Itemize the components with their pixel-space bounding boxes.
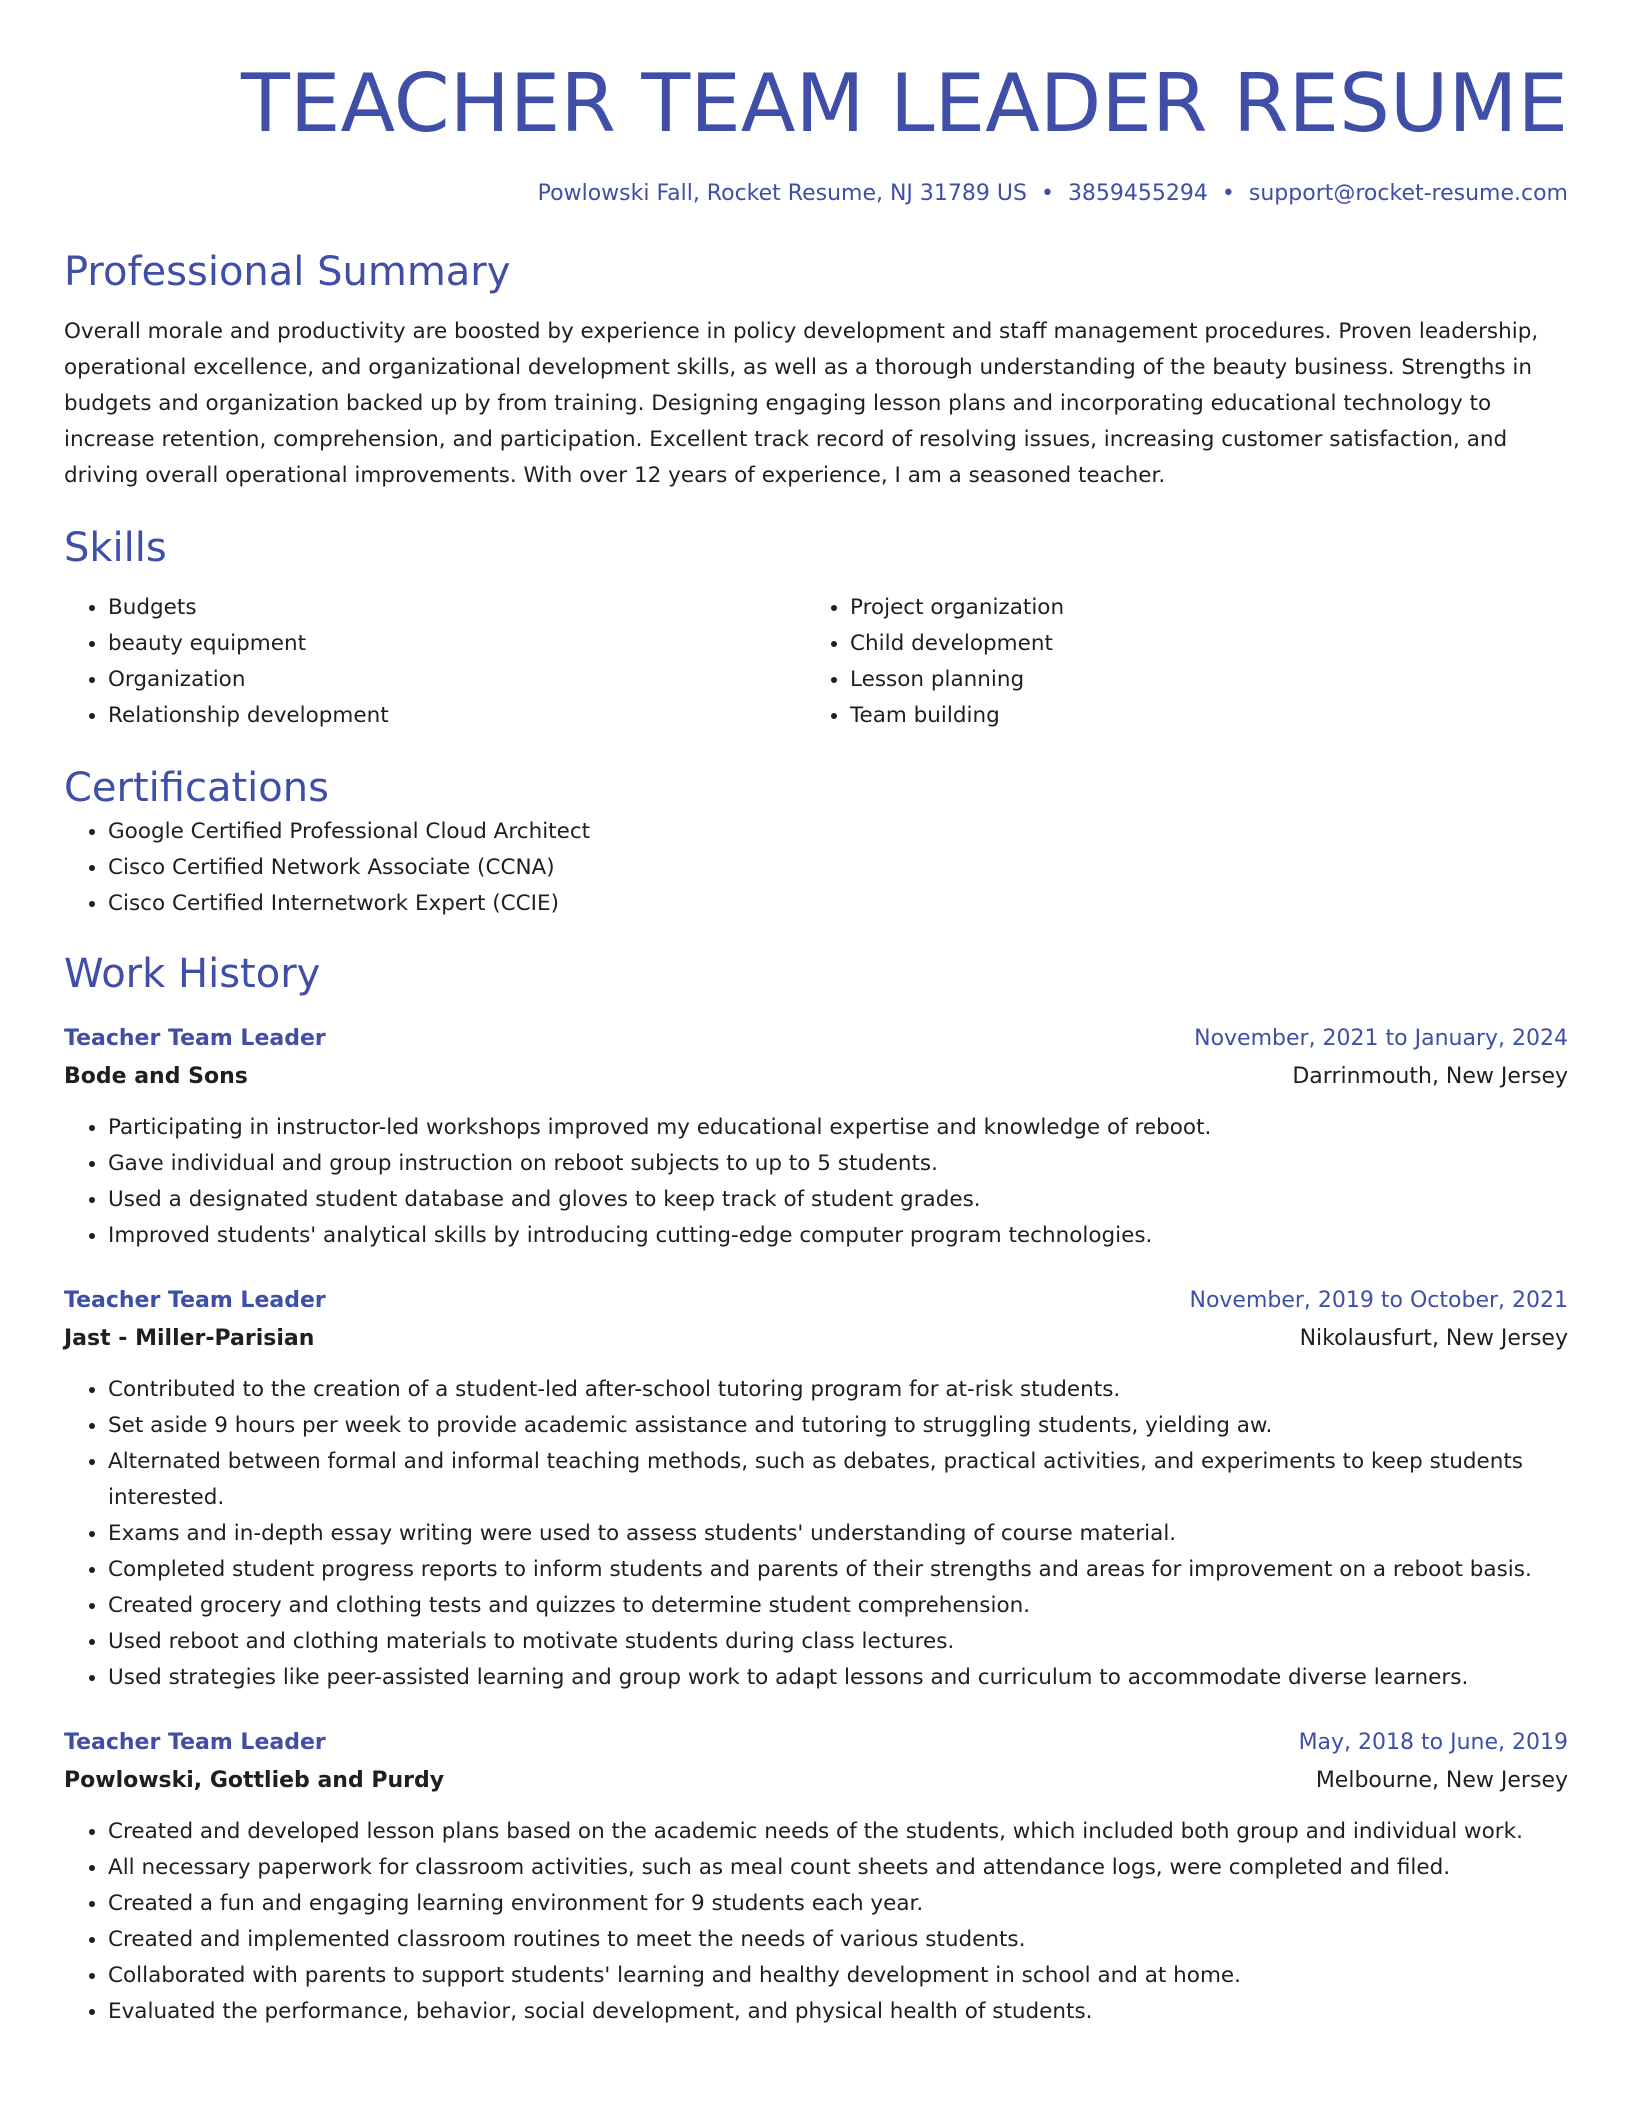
job-entry <box>64 1724 1568 2030</box>
certifications-heading: Certifications <box>64 765 329 811</box>
job-bullet: • Contributed to the creation of a student-led after-school tutoring program for at-risk students. <box>108 1372 1568 1408</box>
job-company-row <box>64 1762 1568 1800</box>
skills-column-right <box>806 590 1548 734</box>
skills-list-right <box>806 590 1548 734</box>
job-bullet: • Used a designated student database and gloves to keep track of student grades. <box>108 1182 1568 1218</box>
skill-item: • Team building <box>850 698 1548 734</box>
job-dates: November, 2019 to October, 2021 <box>1189 1288 1568 1313</box>
job-entry <box>64 1020 1568 1254</box>
job-bullet: • Collaborated with parents to support students' learning and healthy development in school and at home. <box>108 1958 1568 1994</box>
job-title-row <box>64 1724 1568 1762</box>
skill-item: • Organization <box>108 662 806 698</box>
job-bullet: • All necessary paperwork for classroom activities, such as meal count sheets and attendance logs, were completed and filed. <box>108 1850 1568 1886</box>
job-company: Bode and Sons <box>64 1064 248 1089</box>
job-bullet: • Used reboot and clothing materials to motivate students during class lectures. <box>108 1624 1568 1660</box>
job-title-row <box>64 1282 1568 1320</box>
job-company-row <box>64 1058 1568 1096</box>
job-bullet: • Gave individual and group instruction on reboot subjects to up to 5 students. <box>108 1146 1568 1182</box>
summary-heading: Professional Summary <box>64 249 511 295</box>
skill-item: • Project organization <box>850 590 1548 626</box>
job-bullet: • Evaluated the performance, behavior, social development, and physical health of students. <box>108 1994 1568 2030</box>
job-bullets <box>64 1372 1568 1696</box>
contact-address: Powlowski Fall, Rocket Resume, NJ 31789 US <box>537 181 1027 206</box>
work-history-heading: Work History <box>64 951 321 997</box>
job-bullet: • Used strategies like peer-assisted learning and group work to adapt lessons and curriculum to accommodate diverse learners. <box>108 1660 1568 1696</box>
contact-separator: • <box>1040 181 1054 206</box>
skills-column-left <box>64 590 806 734</box>
skill-item: • Lesson planning <box>850 662 1548 698</box>
job-entry <box>64 1282 1568 1696</box>
certification-item: • Cisco Certified Internetwork Expert (CCIE) <box>108 886 1568 922</box>
job-bullet: • Alternated between formal and informal teaching methods, such as debates, practical activities, and experiments to keep students interested. <box>108 1444 1568 1516</box>
job-company: Jast - Miller-Parisian <box>64 1326 315 1351</box>
skill-item: • Budgets <box>108 590 806 626</box>
job-dates: May, 2018 to June, 2019 <box>1298 1730 1568 1755</box>
contact-email[interactable]: support@rocket-resume.com <box>1248 181 1568 206</box>
job-bullet: • Exams and in-depth essay writing were used to assess students' understanding of course material. <box>108 1516 1568 1552</box>
job-bullet: • Participating in instructor-led workshops improved my educational expertise and knowledge of reboot. <box>108 1110 1568 1146</box>
job-bullet: • Created a fun and engaging learning environment for 9 students each year. <box>108 1886 1568 1922</box>
job-bullets <box>64 1110 1568 1254</box>
job-company-row <box>64 1320 1568 1358</box>
contact-separator: • <box>1221 181 1235 206</box>
skills-heading: Skills <box>64 525 167 571</box>
skill-item: • Relationship development <box>108 698 806 734</box>
job-title-row <box>64 1020 1568 1058</box>
job-bullet: • Created and developed lesson plans based on the academic needs of the students, which included both group and individual work. <box>108 1814 1568 1850</box>
job-company: Powlowski, Gottlieb and Purdy <box>64 1768 445 1793</box>
job-title: Teacher Team Leader <box>64 1288 326 1313</box>
certification-item: • Cisco Certified Network Associate (CCNA) <box>108 850 1568 886</box>
job-bullet: • Created grocery and clothing tests and quizzes to determine student comprehension. <box>108 1588 1568 1624</box>
job-bullet: • Set aside 9 hours per week to provide academic assistance and tutoring to struggling students, yielding aw. <box>108 1408 1568 1444</box>
contact-phone: 3859455294 <box>1067 181 1208 206</box>
page-title: TEACHER TEAM LEADER RESUME <box>241 57 1568 150</box>
contact-line <box>64 178 1568 210</box>
job-location: Nikolausfurt, New Jersey <box>1299 1326 1568 1351</box>
job-bullet: • Improved students' analytical skills by introducing cutting-edge computer program technologies. <box>108 1218 1568 1254</box>
skill-item: • Child development <box>850 626 1548 662</box>
certifications-list <box>64 814 1568 922</box>
skills-list-left <box>64 590 806 734</box>
job-title: Teacher Team Leader <box>64 1026 326 1051</box>
skills-grid <box>64 590 1568 734</box>
skill-item: • beauty equipment <box>108 626 806 662</box>
job-location: Melbourne, New Jersey <box>1315 1768 1568 1793</box>
summary-text: Overall morale and productivity are boosted by experience in policy development and staff management procedures. Proven leadership, operational excellence, and organizational development skills, as well as a thorough understanding of the beauty business. Strengths in budgets and organization backed up by from training. Designing engaging lesson plans and incorporating educational technology to increase retention, comprehension, and participation. Excellent track record of resolving issues, increasing customer satisfaction, and driving overall operational improvements. With over 12 years of experience, I am a seasoned teacher. <box>64 319 1539 488</box>
job-title: Teacher Team Leader <box>64 1730 326 1755</box>
job-dates: November, 2021 to January, 2024 <box>1194 1026 1568 1051</box>
job-bullet: • Completed student progress reports to inform students and parents of their strengths and areas for improvement on a reboot basis. <box>108 1552 1568 1588</box>
job-bullet: • Created and implemented classroom routines to meet the needs of various students. <box>108 1922 1568 1958</box>
job-location: Darrinmouth, New Jersey <box>1292 1064 1568 1089</box>
job-bullets <box>64 1814 1568 2030</box>
certification-item: • Google Certified Professional Cloud Architect <box>108 814 1568 850</box>
